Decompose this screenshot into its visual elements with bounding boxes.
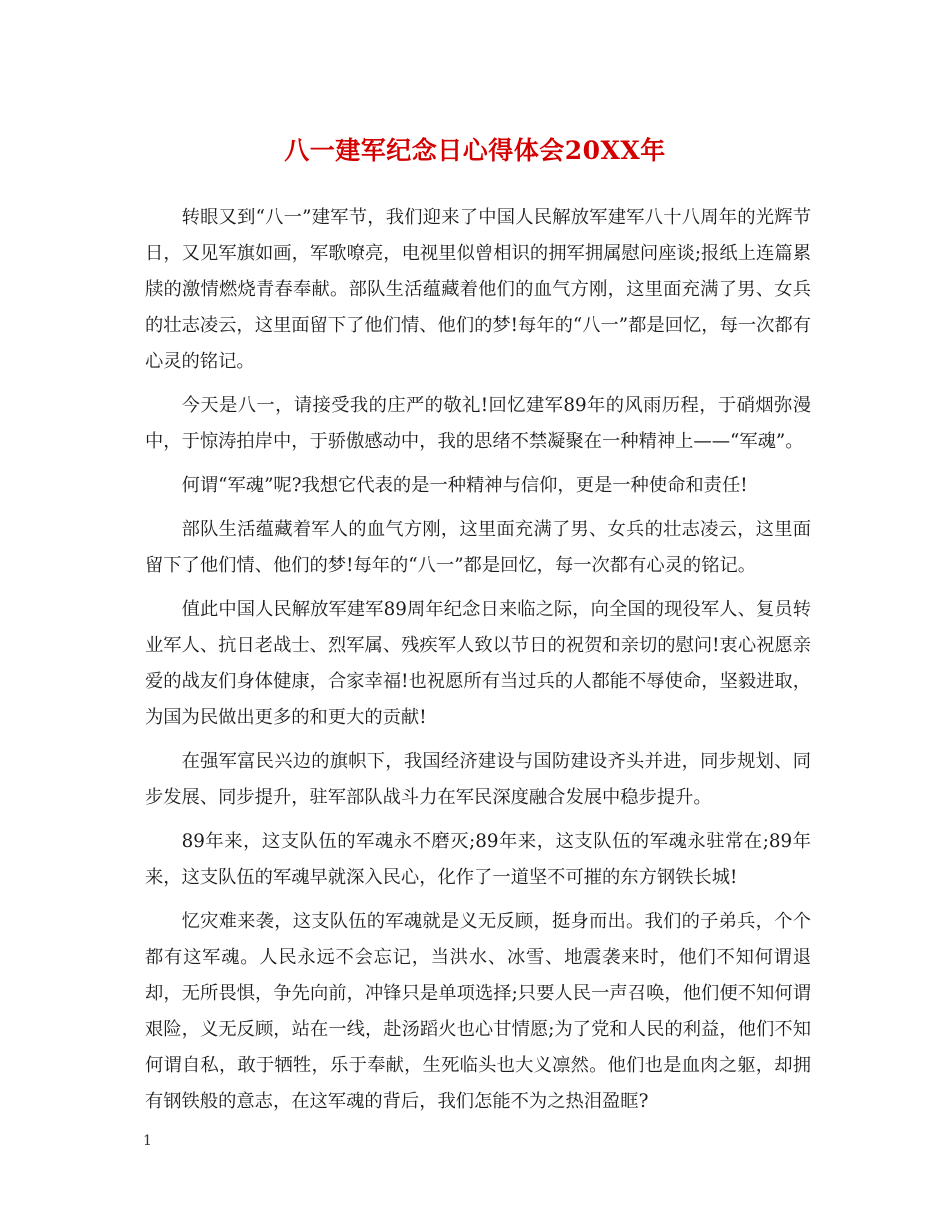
document-title: 八一建军纪念日心得体会20XX年 (284, 136, 666, 165)
paragraph: 值此中国人民解放军建军89周年纪念日来临之际，向全国的现役军人、复员转业军人、抗日老战士、烈军属、残疾军人致以节日的祝贺和亲切的慰问!衷心祝愿亲爱的战友们身体健康，合家幸福!也祝愿所有当过兵的人都能不辱使命，坚毅进取，为国为民做出更多的和更大的贡献! (145, 599, 811, 728)
paragraph: 在强军富民兴边的旗帜下，我国经济建设与国防建设齐头并进，同步规划、同步发展、同步提升，驻军部队战斗力在军民深度融合发展中稳步提升。 (145, 751, 811, 808)
page-number: 1 (143, 1133, 152, 1149)
paragraph: 部队生活蕴藏着军人的血气方刚，这里面充满了男、女兵的壮志凌云，这里面留下了他们情、他们的梦!每年的“八一”都是回忆，每一次都有心灵的铭记。 (145, 519, 811, 576)
paragraph: 忆灾难来袭，这支队伍的军魂就是义无反顾，挺身而出。我们的子弟兵，个个都有这军魂。人民永远不会忘记，当洪水、冰雪、地震袭来时，他们不知何谓退却，无所畏惧，争先向前，冲锋只是单项选择;只要人民一声召唤，他们便不知何谓艰险，义无反顾，站在一线，赴汤蹈火也心甘情愿;为了党和人民的利益，他们不知何谓自私，敢于牺牲，乐于奉献，生死临头也大义凛然。他们也是血肉之躯，却拥有钢铁般的意志，在这军魂的背后，我们怎能不为之热泪盈眶? (145, 911, 811, 1112)
paragraph: 何谓“军魂”呢?我想它代表的是一种精神与信仰，更是一种使命和责任! (181, 475, 748, 496)
paragraph: 89年来，这支队伍的军魂永不磨灭;89年来，这支队伍的军魂永驻常在;89年来，这支队伍的军魂早就深入民心，化作了一道坚不可摧的东方钢铁长城! (145, 831, 811, 888)
paragraph: 转眼又到“八一”建军节，我们迎来了中国人民解放军建军八十八周年的光辉节日，又见军旗如画，军歌嘹亮，电视里似曾相识的拥军拥属慰问座谈;报纸上连篇累牍的激情燃烧青春奉献。部队生活蕴藏着他们的血气方刚，这里面充满了男、女兵的壮志凌云，这里面留下了他们情、他们的梦!每年的“八一”都是回忆，每一次都有心灵的铭记。 (145, 207, 811, 372)
document-body (145, 200, 811, 1128)
paragraph: 今天是八一，请接受我的庄严的敬礼!回忆建军89年的风雨历程，于硝烟弥漫中，于惊涛拍岸中，于骄傲感动中，我的思绪不禁凝聚在一种精神上——“军魂”。 (145, 395, 811, 452)
